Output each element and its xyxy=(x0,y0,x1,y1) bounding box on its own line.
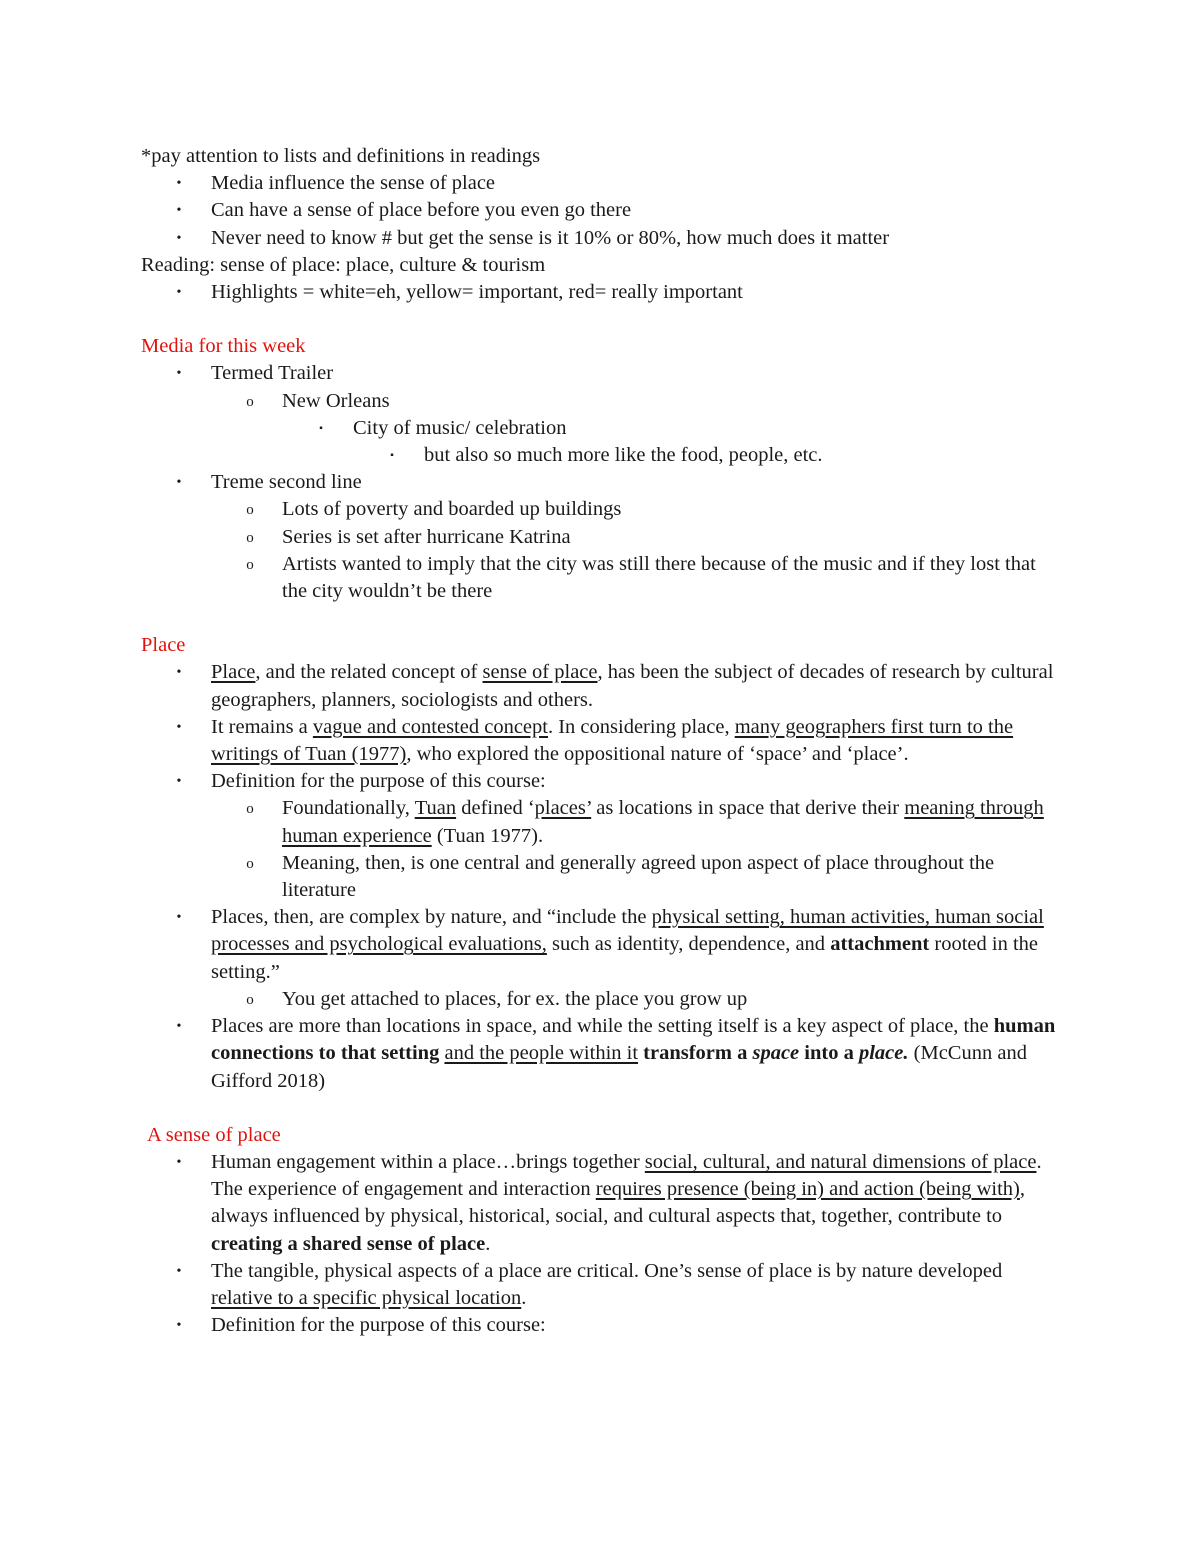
list-item xyxy=(141,524,1061,551)
bullet-icon: • xyxy=(176,203,182,219)
bullet-icon: • xyxy=(176,475,182,491)
list-item-text: It remains a vague and contested concept. In considering place, many geographers first turn to the writings of Tuan (1977), who explored the oppositional nature of ‘space’ and ‘place’. xyxy=(211,715,1014,766)
intro-note: *pay attention to lists and definitions in readings xyxy=(141,145,541,167)
bullet-icon: • xyxy=(176,366,182,382)
bullet-icon: o xyxy=(246,855,254,872)
list-item-text: Can have a sense of place before you even go there xyxy=(211,199,632,222)
bullet-icon: • xyxy=(176,176,182,192)
list-item-text: Definition for the purpose of this course: xyxy=(211,1314,546,1337)
reading-line: Reading: sense of place: place, culture & tourism xyxy=(141,253,546,276)
list-item-text: Places are more than locations in space, and while the setting itself is a key aspect of place, the human connections to that setting and the people within it transform a space into a place. (McCunn and Gifford 2018) xyxy=(211,1015,1056,1092)
bullet-icon: o xyxy=(246,393,254,410)
list-item xyxy=(141,1258,1061,1312)
list-item-text: Human engagement within a place…brings together social, cultural, and natural dimensions of place. The experience of engagement and interaction requires presence (being in) and action (being with), always influenced by physical, historical, social, and cultural aspects that, together, contribute to creating a shared sense of place. xyxy=(211,1150,1042,1255)
bullet-icon: • xyxy=(176,1154,182,1170)
bullet-icon: o xyxy=(246,502,254,519)
list-item xyxy=(141,659,1061,713)
list-item xyxy=(141,1149,1061,1258)
list-item xyxy=(141,768,1061,795)
bullet-icon: ▪ xyxy=(319,422,323,434)
bullet-icon: o xyxy=(246,529,254,546)
place-heading: Place xyxy=(141,634,186,657)
list-item xyxy=(141,986,1061,1013)
list-item-text: The tangible, physical aspects of a place are critical. One’s sense of place is by nature developed relative to a specific physical location. xyxy=(211,1259,1003,1309)
list-item xyxy=(141,170,1061,197)
list-item-text: Place, and the related concept of sense of place, has been the subject of decades of research by cultural geographers, planners, sociologists and others. xyxy=(211,661,1054,711)
bullet-icon: o xyxy=(246,556,254,573)
list-item-text: New Orleans xyxy=(282,389,390,412)
bullet-icon: o xyxy=(246,991,254,1008)
list-item xyxy=(141,551,1061,605)
list-item xyxy=(141,279,1061,306)
list-item xyxy=(141,360,1061,387)
bullet-icon: • xyxy=(176,1263,182,1279)
bullet-icon: • xyxy=(176,1318,182,1334)
bullet-icon: • xyxy=(176,1019,182,1035)
list-item xyxy=(141,1312,1061,1339)
list-item-text: Meaning, then, is one central and generally agreed upon aspect of place throughout the literature xyxy=(282,851,995,902)
list-item-text: Foundationally, Tuan defined ‘places’ as locations in space that derive their meaning through human experience (Tuan 1977). xyxy=(282,797,1044,847)
list-item-text: Highlights = white=eh, yellow= important, red= really important xyxy=(211,281,743,304)
list-item xyxy=(141,388,1061,415)
list-item-text: Termed Trailer xyxy=(211,362,334,385)
list-item xyxy=(141,1013,1061,1095)
list-item-text: City of music/ celebration xyxy=(353,416,567,439)
list-item xyxy=(141,496,1061,523)
list-item xyxy=(141,795,1061,849)
list-item xyxy=(141,415,1061,442)
list-item-text: but also so much more like the food, people, etc. xyxy=(424,444,823,467)
bullet-icon: • xyxy=(176,230,182,246)
bullet-icon: o xyxy=(246,801,254,818)
sense-of-place-heading: A sense of place xyxy=(147,1123,281,1146)
document-page xyxy=(141,143,1061,1339)
bullet-icon: ▪ xyxy=(390,450,394,462)
list-item-text: Series is set after hurricane Katrina xyxy=(282,525,571,548)
list-item xyxy=(141,904,1061,986)
list-item-text: Media influence the sense of place xyxy=(211,172,496,195)
list-item xyxy=(141,850,1061,904)
list-item xyxy=(141,442,1061,469)
list-item-text: Places, then, are complex by nature, and “include the physical setting, human activities, human social processes and psychological evaluations, such as identity, dependence, and attachment rooted in the setting.” xyxy=(211,906,1044,983)
bullet-icon: • xyxy=(176,665,182,681)
list-item xyxy=(141,714,1061,768)
bullet-icon: • xyxy=(176,910,182,926)
list-item-text: Artists wanted to imply that the city was still there because of the music and if they lost that the city wouldn’t be there xyxy=(282,552,1036,603)
list-item-text: Never need to know # but get the sense is it 10% or 80%, how much does it matter xyxy=(211,226,890,249)
list-item-text: Lots of poverty and boarded up buildings xyxy=(282,498,622,521)
list-item-text: You get attached to places, for ex. the place you grow up xyxy=(282,987,748,1010)
list-item xyxy=(141,469,1061,496)
bullet-icon: • xyxy=(176,285,182,301)
list-item xyxy=(141,225,1061,252)
list-item-text: Treme second line xyxy=(211,471,362,494)
list-item xyxy=(141,197,1061,224)
bullet-icon: • xyxy=(176,774,182,790)
list-item-text: Definition for the purpose of this course: xyxy=(211,770,546,793)
bullet-icon: • xyxy=(176,719,182,735)
media-heading: Media for this week xyxy=(141,335,306,358)
